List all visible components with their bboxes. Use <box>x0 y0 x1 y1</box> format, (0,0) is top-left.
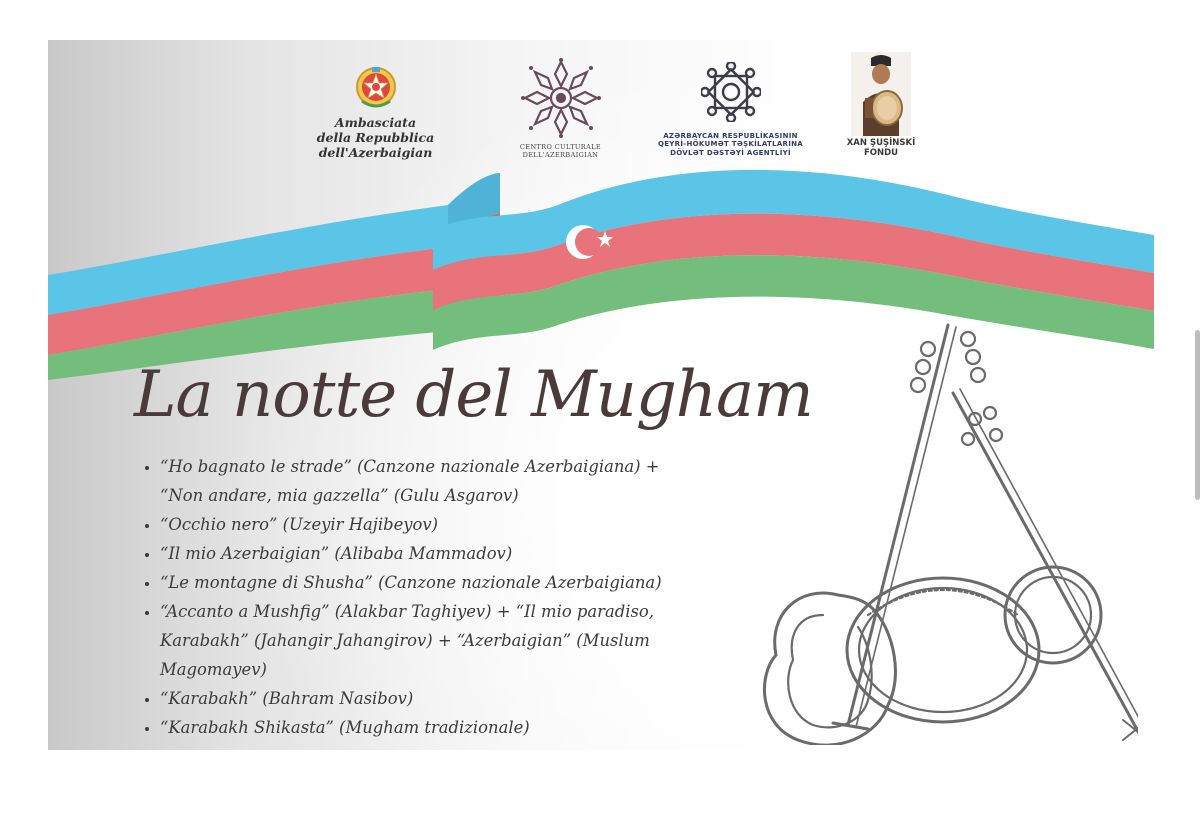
program-item-line: Karabakh” (Jahangir Jahangirov) + “Azerbaigian” (Muslum <box>160 631 650 650</box>
program-item-line: “Ho bagnato le strade” (Canzone nazionale Azerbaigiana) + <box>160 457 660 476</box>
azerbaijan-emblem-icon <box>354 65 398 111</box>
cultural-center-line-2: DELL'AZERBAIGIAN <box>522 150 599 159</box>
program-item-line: “Karabakh” (Bahram Nasibov) <box>160 689 414 708</box>
fund-line-2: FONDU <box>863 148 899 159</box>
program-item <box>160 510 780 539</box>
program-list <box>140 452 780 742</box>
program-item-line: “Il mio Azerbaigian” (Alibaba Mammadov) <box>160 544 513 563</box>
agency-line-2: QEYRİ-HÖKUMƏT TƏŞKİLATLARINA <box>657 140 804 149</box>
program-item-line: “Occhio nero” (Uzeyir Hajibeyov) <box>160 515 439 534</box>
program-item-line: “Le montagne di Shusha” (Canzone nazionale Azerbaigiana) <box>160 573 662 592</box>
fund-line-1: XAN ŞUŞİNSKİ <box>846 138 916 148</box>
page-title: La notte del Mugham <box>134 358 813 432</box>
program-item-line: “Non andare, mia gazzella” (Gulu Asgarov) <box>160 486 519 505</box>
musician-portrait-icon <box>851 52 911 136</box>
embassy-line-1: Ambasciata <box>334 115 417 130</box>
fund-logo <box>826 52 936 158</box>
embassy-logo <box>258 65 493 160</box>
program-item <box>160 713 780 742</box>
program-item <box>160 568 780 597</box>
cultural-center-logo <box>503 58 618 160</box>
agency-line-1: AZƏRBAYCAN RESPUBLİKASININ <box>663 132 798 140</box>
embassy-line-2: della Repubblica dell'Azerbaigian <box>316 130 435 160</box>
program-item-line: Magomayev) <box>160 660 267 679</box>
agency-line-3: DÖVLƏT DƏSTƏYİ AGENTLİYİ <box>670 148 791 157</box>
program-item <box>160 539 780 568</box>
program-item-line: “Karabakh Shikasta” (Mugham tradizionale) <box>160 718 530 737</box>
program-item-line: “Accanto a Mushfig” (Alakbar Taghiyev) + “Il mio paradiso, <box>160 602 654 621</box>
program-item <box>160 684 780 713</box>
program-item <box>160 597 780 684</box>
agency-logo <box>643 62 818 157</box>
ornament-icon <box>521 58 601 138</box>
scrollbar[interactable] <box>1195 330 1200 500</box>
octagram-ornament-icon <box>701 62 761 122</box>
tar-and-kamancha-drawing <box>728 315 1138 745</box>
program-item <box>160 452 780 510</box>
poster <box>48 40 1154 750</box>
cultural-center-line-1: CENTRO CULTURALE <box>519 143 602 151</box>
